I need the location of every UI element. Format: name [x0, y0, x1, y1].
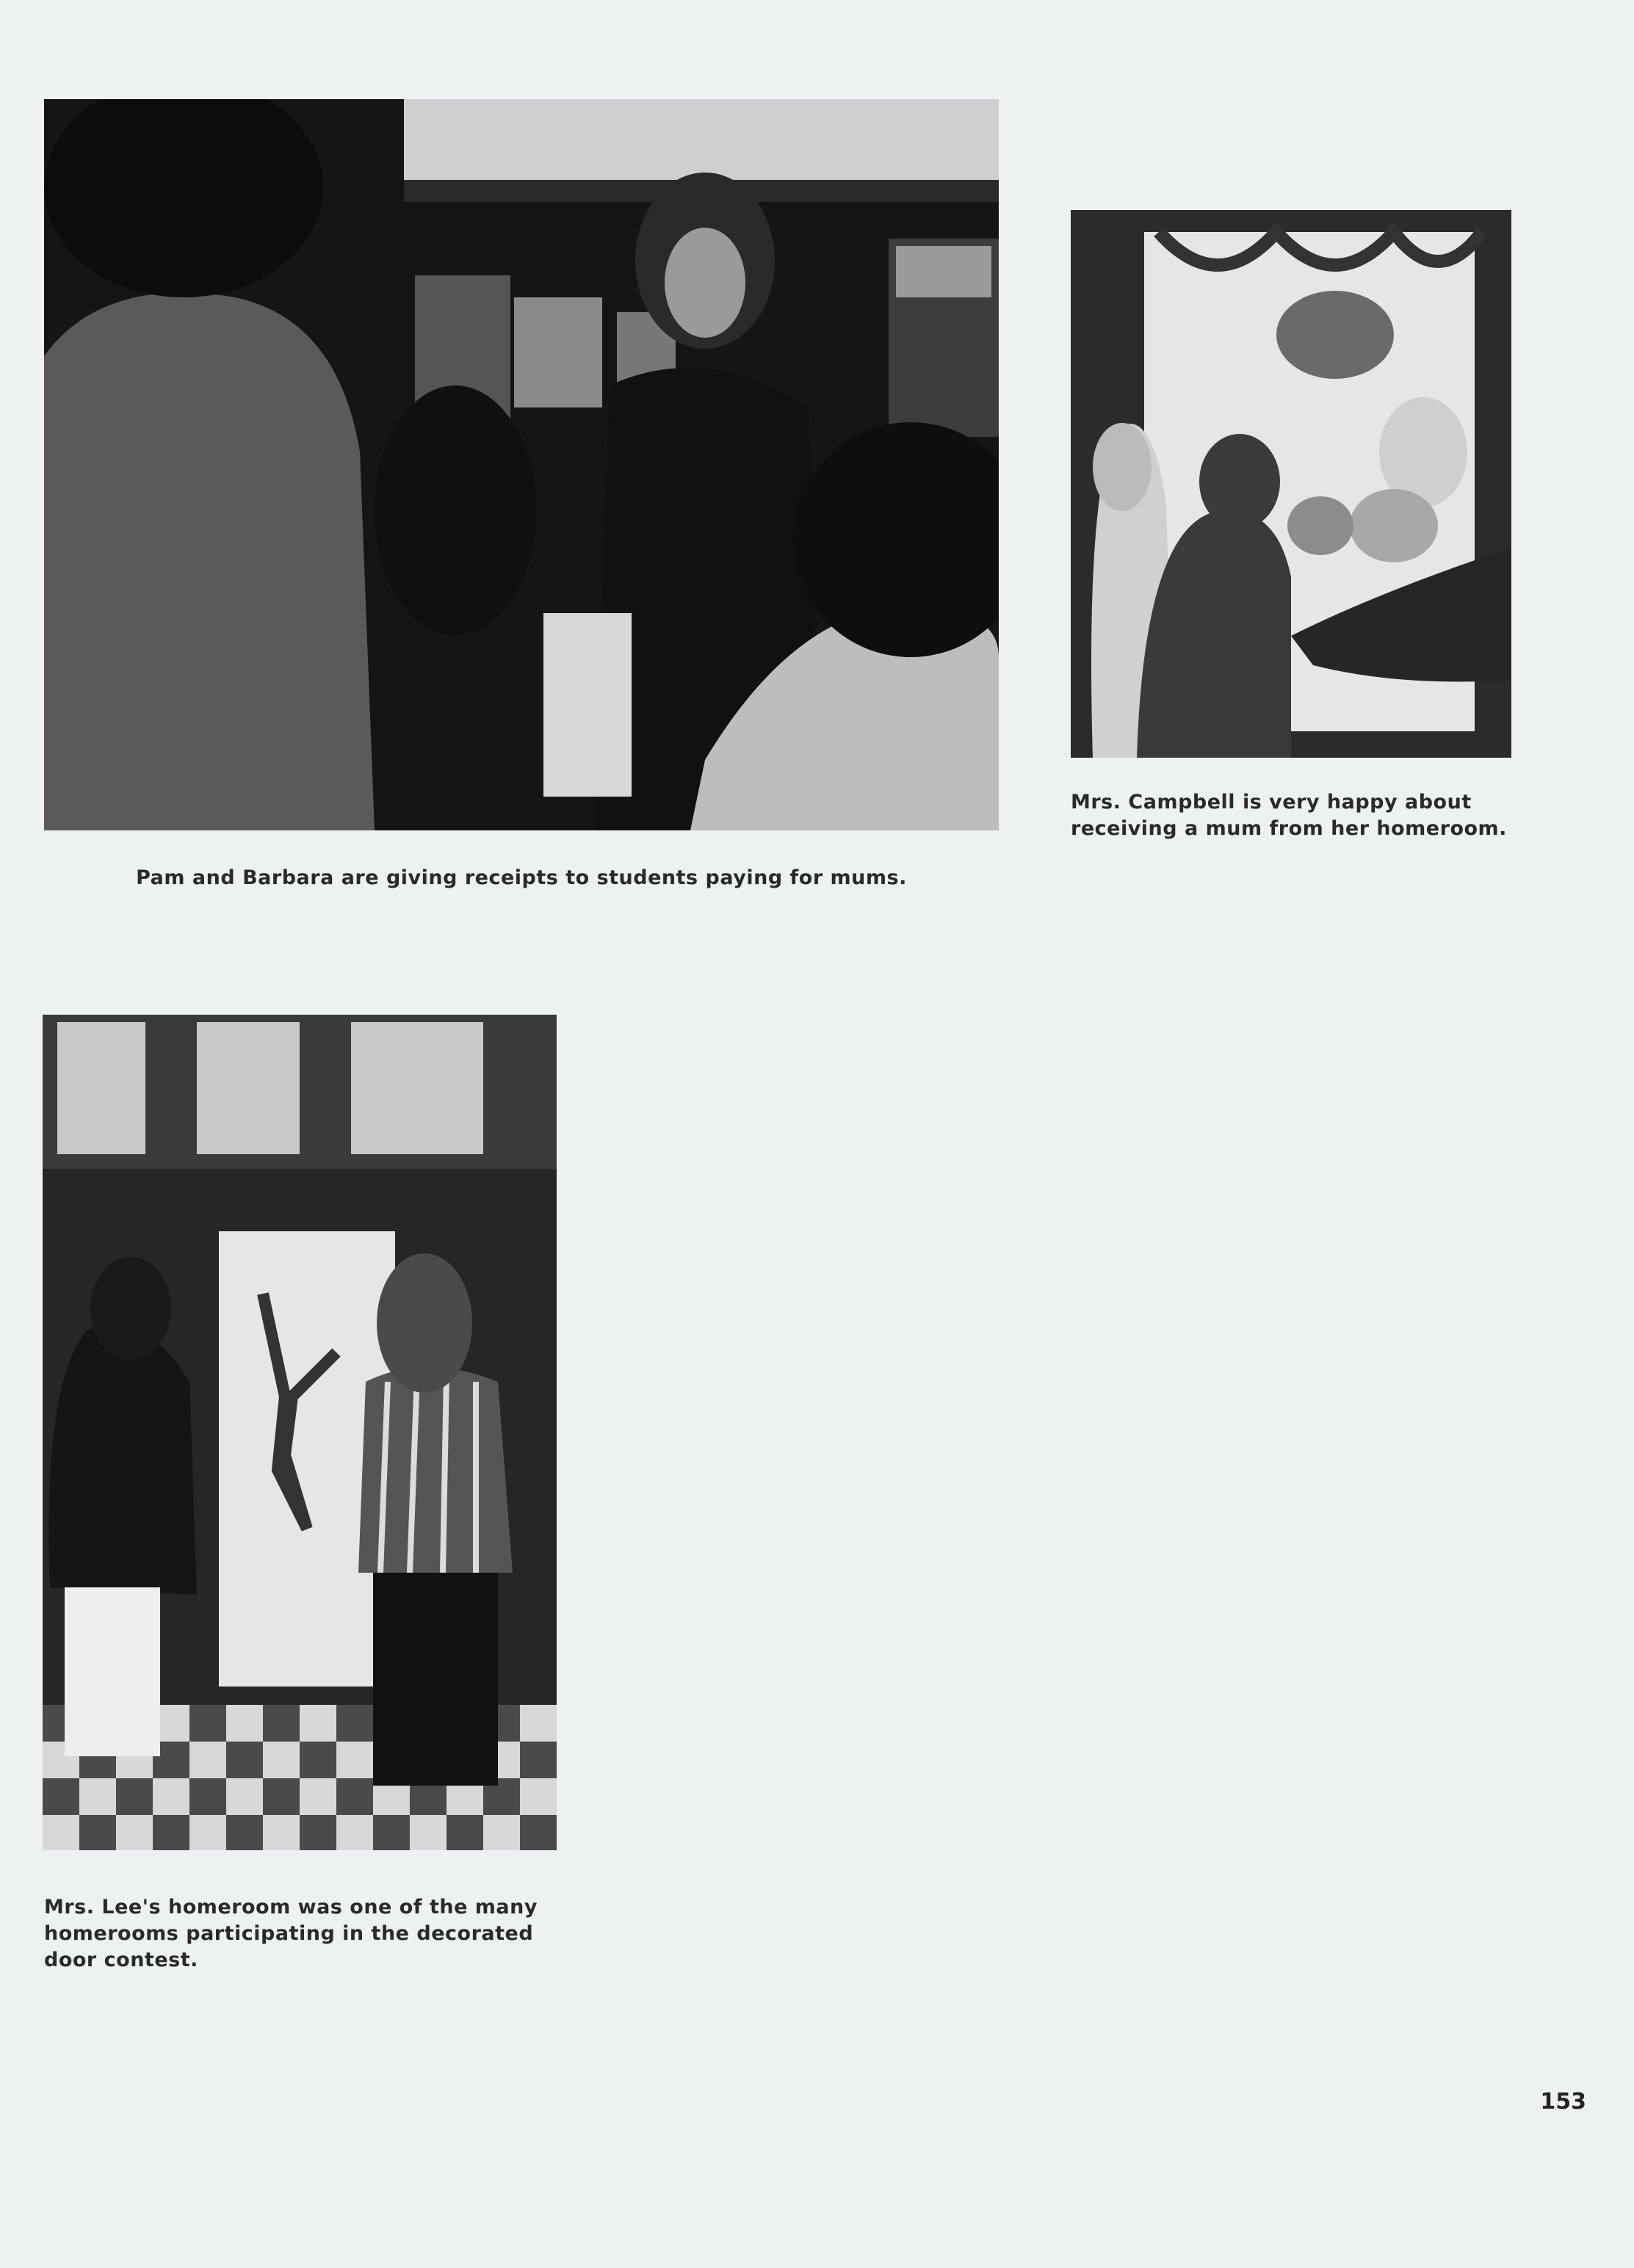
- photo-decorated-door: [43, 1015, 557, 1850]
- caption-campbell-mum: Mrs. Campbell is very happy about receiving a mum from her homeroom.: [1071, 791, 1507, 840]
- page-number: 153: [1540, 2089, 1586, 2115]
- photo-campbell-mum: [1071, 210, 1511, 758]
- caption-decorated-door: Mrs. Lee's homeroom was one of the many homerooms participating in the decorated door contest.: [44, 1896, 538, 1971]
- photo-mum-receipts: [44, 99, 999, 830]
- caption-mum-receipts: Pam and Barbara are giving receipts to students paying for mums.: [136, 866, 907, 889]
